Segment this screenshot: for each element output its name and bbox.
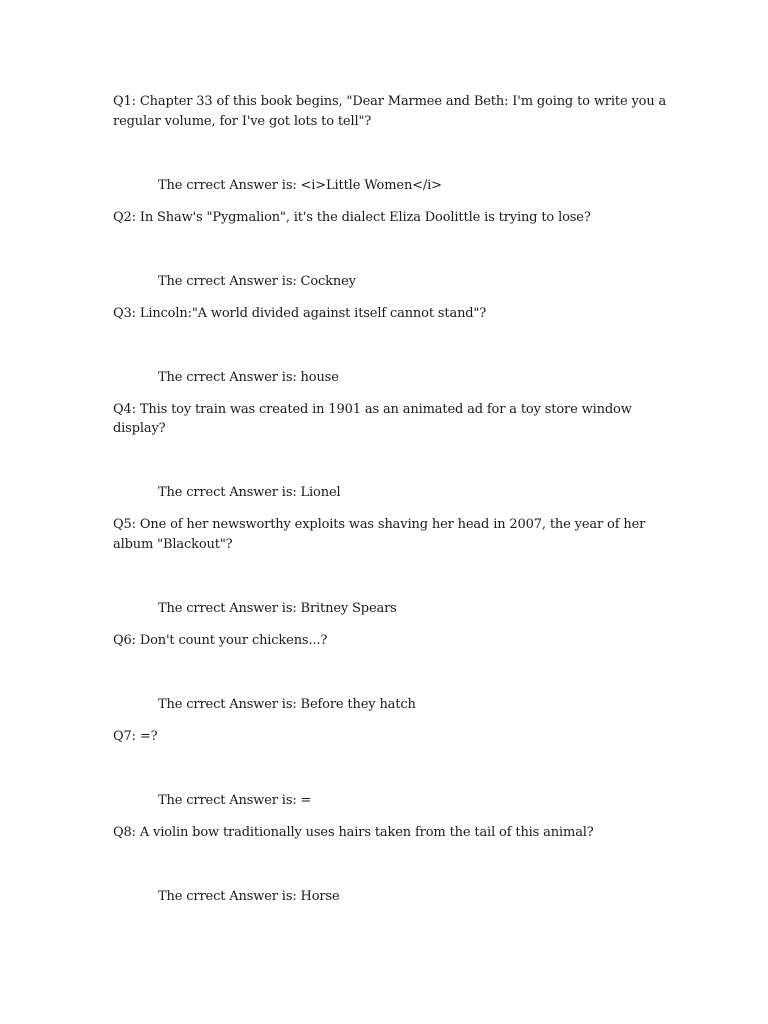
answer-text: The crrect Answer is: <i>Little Women</i> [158, 177, 442, 193]
spacer [113, 227, 673, 272]
spacer [113, 842, 673, 887]
spacer [113, 746, 673, 791]
spacer [113, 810, 673, 823]
answer-text: The crrect Answer is: Horse [158, 888, 340, 904]
answer-text: The crrect Answer is: Lionel [158, 485, 341, 500]
question-text: Q8: A violin bow traditionally uses hairs taken from the tail of this animal? [113, 824, 594, 840]
question-text: Q5: One of her newsworthy exploits was shaving her head in 2007, the year of her album "Blackout"? [113, 517, 646, 552]
question-text: Q3: Lincoln:"A world divided against itself cannot stand"? [113, 305, 487, 321]
qa-item-6 [113, 631, 673, 727]
question-text: Q1: Chapter 33 of this book begins, "Dear Marmee and Beth: I'm going to write you a regular volume, for I've got lots to tell"? [113, 94, 667, 129]
qa-item-2 [113, 208, 673, 304]
question-text: Q2: In Shaw's "Pygmalion", it's the dialect Eliza Doolittle is trying to lose? [113, 209, 591, 225]
spacer [113, 195, 673, 208]
spacer [113, 291, 673, 304]
spacer [113, 131, 673, 176]
answer-text: The crrect Answer is: Cockney [158, 273, 356, 289]
spacer [113, 387, 673, 400]
spacer [113, 323, 673, 368]
spacer [113, 618, 673, 631]
answer-text: The crrect Answer is: house [158, 369, 339, 385]
spacer [113, 714, 673, 727]
qa-item-4 [113, 400, 673, 516]
qa-item-8 [113, 823, 673, 907]
answer-text: The crrect Answer is: Before they hatch [158, 696, 416, 712]
question-answer-list [113, 92, 673, 906]
qa-item-7 [113, 727, 673, 823]
question-text: Q6: Don't count your chickens...? [113, 632, 328, 648]
qa-item-3 [113, 304, 673, 400]
spacer [113, 503, 673, 516]
qa-item-1 [113, 92, 673, 208]
spacer [113, 554, 673, 599]
question-text: Q7: =? [113, 728, 158, 744]
answer-text: The crrect Answer is: = [158, 792, 312, 808]
question-text: Q4: This toy train was created in 1901 as an animated ad for a toy store window display? [113, 401, 632, 436]
spacer [113, 439, 673, 484]
answer-text: The crrect Answer is: Britney Spears [158, 600, 397, 616]
qa-item-5 [113, 515, 673, 631]
spacer [113, 650, 673, 695]
